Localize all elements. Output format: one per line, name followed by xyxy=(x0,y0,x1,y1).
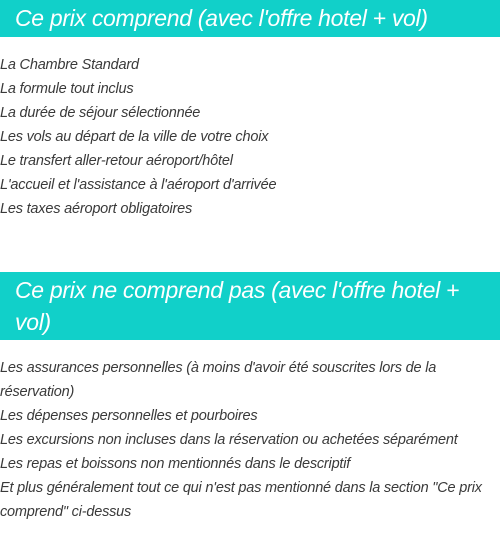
included-list-item: La formule tout inclus xyxy=(0,81,134,97)
excluded-list-item: Les repas et boissons non mentionnés dans le descriptif xyxy=(0,456,351,472)
included-section-title: Ce prix comprend (avec l'offre hotel + vol) xyxy=(0,0,500,37)
included-list-item: La durée de séjour sélectionnée xyxy=(0,105,201,121)
included-list-item: Les vols au départ de la ville de votre choix xyxy=(0,129,269,145)
excluded-section xyxy=(0,272,500,524)
excluded-list-item: Les assurances personnelles (à moins d'avoir été souscrites lors de la réservation) xyxy=(0,360,437,400)
included-list-item: L'accueil et l'assistance à l'aéroport d'arrivée xyxy=(0,177,277,193)
included-list xyxy=(0,53,500,221)
excluded-section-title: Ce prix ne comprend pas (avec l'offre hotel + vol) xyxy=(0,272,500,340)
included-list-item: La Chambre Standard xyxy=(0,57,139,73)
excluded-list-item: Les dépenses personnelles et pourboires xyxy=(0,408,258,424)
included-list-item: Le transfert aller-retour aéroport/hôtel xyxy=(0,153,233,169)
excluded-list xyxy=(0,356,500,524)
included-list-item: Les taxes aéroport obligatoires xyxy=(0,201,193,217)
excluded-list-item: Et plus généralement tout ce qui n'est pas mentionné dans la section "Ce prix comprend" ci-dessus xyxy=(0,480,482,520)
included-section xyxy=(0,0,500,221)
excluded-list-item: Les excursions non incluses dans la réservation ou achetées séparément xyxy=(0,432,458,448)
